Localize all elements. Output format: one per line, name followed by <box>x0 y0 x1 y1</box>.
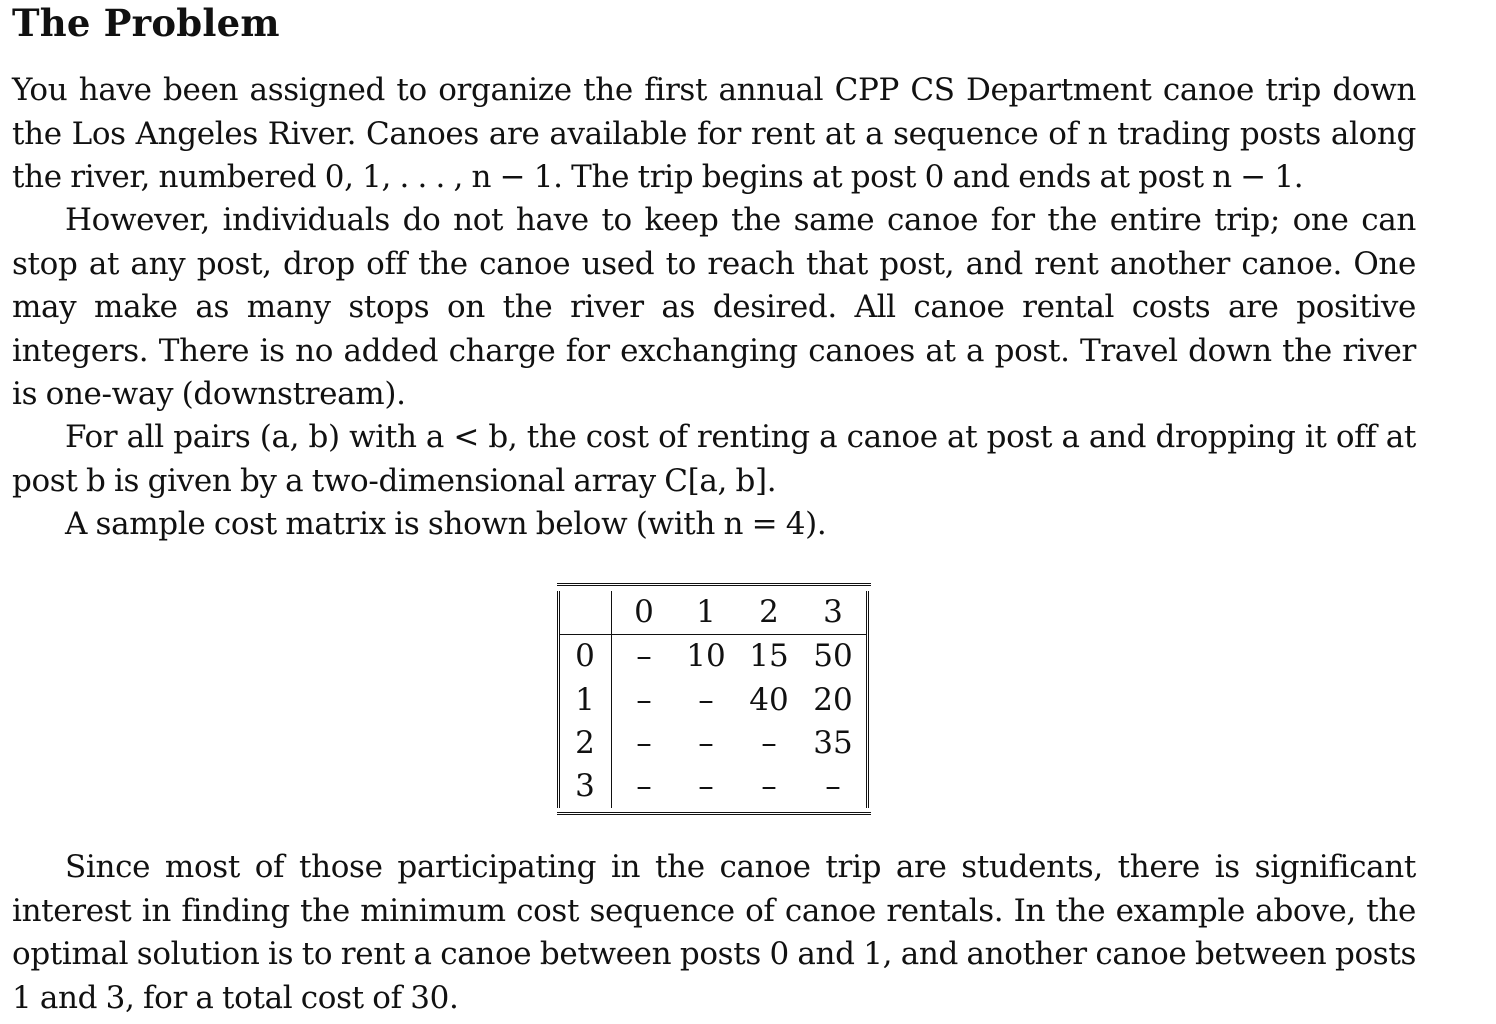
row-header-divider <box>611 591 612 808</box>
matrix-cell: – <box>761 768 777 804</box>
row-header: 2 <box>575 725 595 761</box>
row-header: 1 <box>575 682 595 718</box>
paragraph-intro: You have been assigned to organize the first annual CPP CS Department canoe trip down the Los Angeles River. Canoes are available for rent at a sequence of n trading posts along the river, numbered 0, 1, . . . , n − 1. The trip begins at post 0 and ends at post n − 1. <box>12 72 1416 195</box>
column-header: 0 <box>634 594 654 630</box>
matrix-cell: 10 <box>686 638 726 674</box>
column-header: 2 <box>759 594 779 630</box>
matrix-cell: – <box>698 768 714 804</box>
matrix-cell: 40 <box>749 682 789 718</box>
matrix-cell: – <box>761 725 777 761</box>
matrix-cell: – <box>636 682 652 718</box>
matrix-cell: 20 <box>813 682 853 718</box>
section-title: The Problem <box>12 1 280 45</box>
matrix-cell: 50 <box>813 638 853 674</box>
matrix-cell: 35 <box>813 725 853 761</box>
matrix-cell: – <box>636 638 652 674</box>
column-header: 3 <box>823 594 843 630</box>
paragraph-sample-intro: A sample cost matrix is shown below (with n = 4). <box>65 506 827 542</box>
row-header: 3 <box>575 768 595 804</box>
matrix-cell: – <box>825 768 841 804</box>
row-header: 0 <box>575 638 595 674</box>
paragraph-exchange-rules: However, individuals do not have to keep the same canoe for the entire trip; one can stop at any post, drop off the canoe used to reach that post, and rent another canoe. One may make as many stops on the river as desired. All canoe rental costs are positive integers. There is no added charge for exchanging canoes at a post. Travel down the river is one-way (downstream). <box>12 202 1416 412</box>
matrix-cell: – <box>698 682 714 718</box>
matrix-cell: – <box>698 725 714 761</box>
matrix-cell: – <box>636 768 652 804</box>
cost-matrix-table <box>557 583 871 815</box>
column-header: 1 <box>696 594 716 630</box>
matrix-cell: 15 <box>749 638 789 674</box>
paragraph-optimal-solution: Since most of those participating in the canoe trip are students, there is significant interest in finding the minimum cost sequence of canoe rentals. In the example above, the optimal solution is to rent a canoe between posts 0 and 1, and another canoe between posts 1 and 3, for a total cost of 30. <box>12 849 1416 1016</box>
matrix-cell: – <box>636 725 652 761</box>
paragraph-cost-definition: For all pairs (a, b) with a < b, the cost of renting a canoe at post a and dropping it off at post b is given by a two-dimensional array C[a, b]. <box>12 419 1416 499</box>
cost-matrix-grid <box>557 591 869 808</box>
